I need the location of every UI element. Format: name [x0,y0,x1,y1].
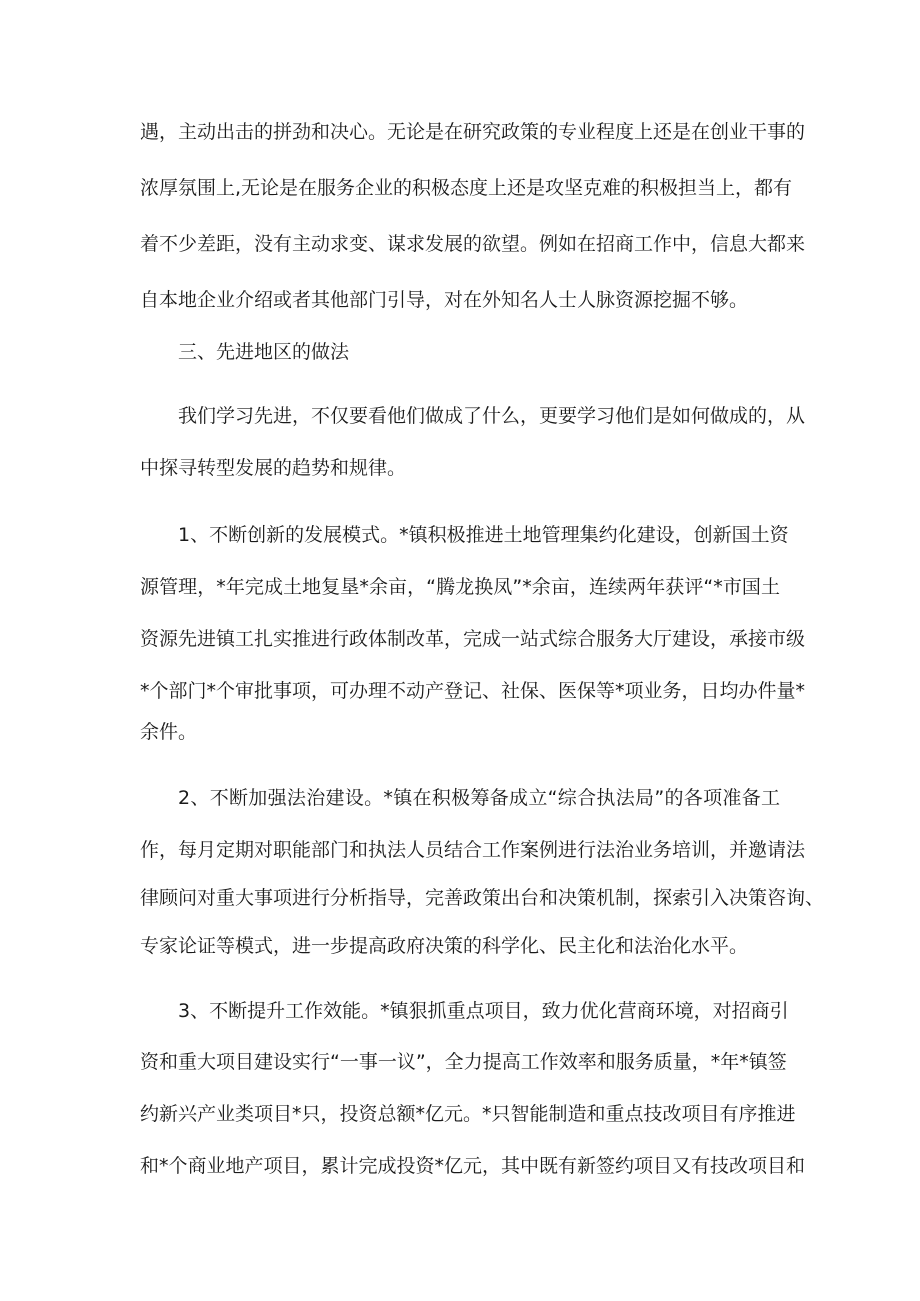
text-line: 约新兴产业类项目*只，投资总额*亿元。*只智能制造和重点技改项目有序推进 [140,1103,796,1125]
text-line: *个部门*个审批事项，可办理不动产登记、社保、医保等*项业务，日均办件量* [140,680,806,702]
text-line: 1、不断创新的发展模式。*镇积极推进土地管理集约化建设，创新国土资 [178,524,789,546]
text-line: 专家论证等模式，进一步提高政府决策的科学化、民主化和法治化水平。 [140,935,749,957]
text-line: 我们学习先进，不仅要看他们做成了什么，更要学习他们是如何做成的，从 [178,405,806,427]
text-line: 遇，主动出击的拼劲和决心。无论是在研究政策的专业程度上还是在创业干事的 [140,121,806,143]
text-line: 律顾问对重大事项进行分析指导，完善政策出台和决策机制，探索引入决策咨询、 [140,887,825,909]
text-line: 和*个商业地产项目，累计完成投资*亿元，其中既有新签约项目又有技改项目和 [140,1155,806,1177]
section-heading: 三、先进地区的做法 [178,341,350,363]
text-line: 3、不断提升工作效能。*镇狠抓重点项目，致力优化营商环境，对招商引 [178,1000,789,1022]
text-line: 浓厚氛围上,无论是在服务企业的积极态度上还是攻坚克难的积极担当上，都有 [140,177,793,199]
text-line: 自本地企业介绍或者其他部门引导，对在外知名人士人脉资源挖掘不够。 [140,289,749,311]
text-line: 源管理，*年完成土地复垦*余亩，“腾龙换凤”*余亩，连续两年获评“*市国土 [140,576,780,598]
text-line: 资源先进镇工扎实推进行政体制改革，完成一站式综合服务大厅建设，承接市级 [140,628,806,650]
text-line: 2、不断加强法治建设。*镇在积极筹备成立“综合执法局”的各项准备工 [178,787,780,809]
text-line: 作，每月定期对职能部门和执法人员结合工作案例进行法治业务培训，并邀请法 [140,839,806,861]
text-line: 中探寻转型发展的趋势和规律。 [140,457,407,479]
text-line: 着不少差距，没有主动求变、谋求发展的欲望。例如在招商工作中，信息大都来 [140,233,806,255]
text-line: 余件。 [140,721,198,743]
text-line: 资和重大项目建设实行“一事一议”，全力提高工作效率和服务质量，*年*镇签 [140,1051,787,1073]
